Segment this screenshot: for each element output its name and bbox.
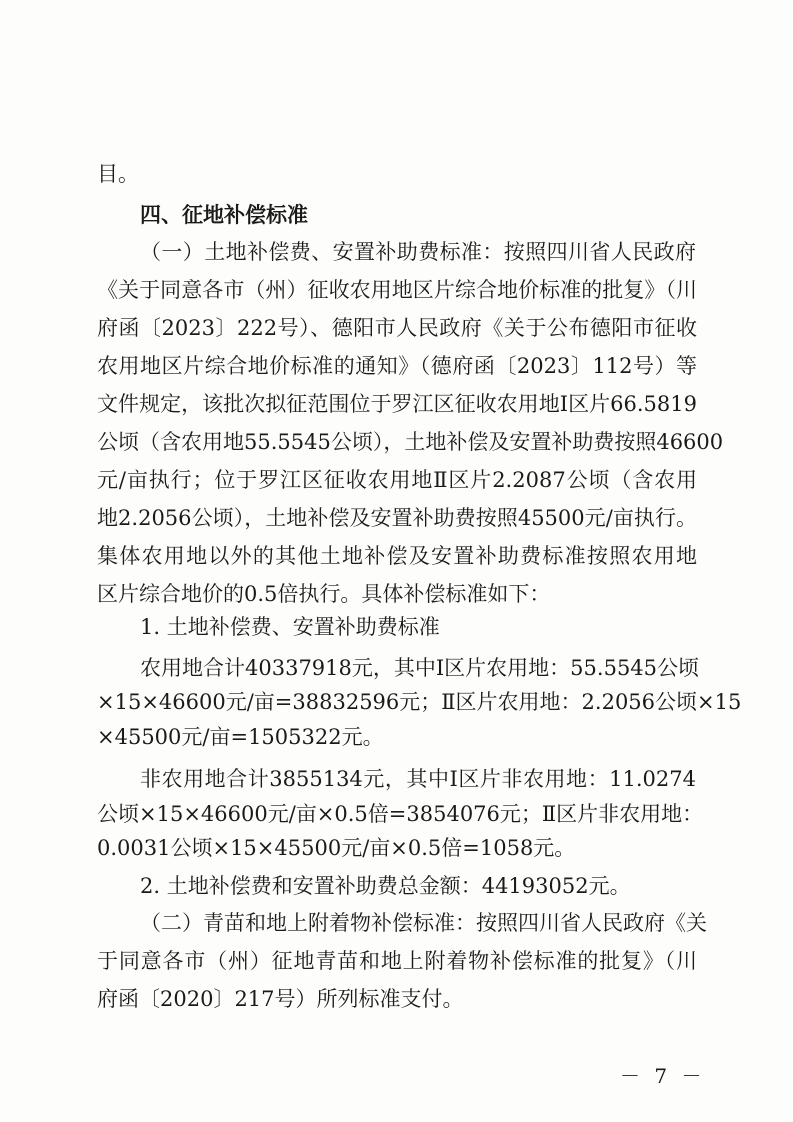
text-line: 区片综合地价的0.5倍执行。具体补偿标准如下： bbox=[97, 582, 551, 606]
subsection-heading: 1. 土地补偿费、安置补助费标准 bbox=[140, 615, 440, 639]
text-line: 府函〔2023〕222号）、德阳市人民政府《关于公布德阳市征收 bbox=[97, 316, 697, 340]
text-line: 0.0031公顷×15×45500元/亩×0.5倍=1058元。 bbox=[97, 836, 576, 860]
text-line: （一）土地补偿费、安置补助费标准：按照四川省人民政府 bbox=[140, 240, 696, 264]
text-line: 地2.2056公顷），土地补偿及安置补助费按照45500元/亩执行。 bbox=[97, 506, 697, 530]
text-line: 府函〔2020〕217号）所列标准支付。 bbox=[97, 987, 464, 1011]
text-line: ×45500元/亩=1505322元。 bbox=[97, 725, 384, 749]
text-line: 农用地区片综合地价标准的通知》（德府函〔2023〕112号）等 bbox=[97, 354, 697, 378]
text-line: ×15×46600元/亩=38832596元；Ⅱ区片农用地：2.2056公顷×15 bbox=[97, 690, 742, 714]
text-line: 公顷（含农用地55.5545公顷），土地补偿及安置补助费按照46600 bbox=[97, 430, 724, 454]
text-line: （二）青苗和地上附着物补偿标准：按照四川省人民政府《关 bbox=[140, 911, 707, 935]
text-line: 《关于同意各市（州）征收农用地区片综合地价标准的批复》（川 bbox=[97, 278, 697, 302]
subsection-heading: 2. 土地补偿费和安置补助费总金额：44193052元。 bbox=[140, 874, 631, 898]
text-line: 公顷×15×46600元/亩×0.5倍=3854076元；Ⅱ区片非农用地： bbox=[97, 802, 704, 826]
section-heading: 四、征地补偿标准 bbox=[140, 203, 308, 227]
page-number: － 7 － bbox=[620, 1064, 706, 1088]
text-line: 目。 bbox=[97, 162, 139, 186]
text-line: 元/亩执行；位于罗江区征收农用地Ⅱ区片2.2087公顷（含农用 bbox=[97, 468, 697, 492]
text-line: 非农用地合计3855134元，其中Ⅰ区片非农用地：11.0274 bbox=[140, 767, 696, 791]
text-line: 文件规定，该批次拟征范围位于罗江区征收农用地Ⅰ区片66.5819 bbox=[97, 392, 697, 416]
text-line: 农用地合计40337918元，其中Ⅰ区片农用地：55.5545公顷 bbox=[140, 656, 700, 680]
text-line: 集体农用地以外的其他土地补偿及安置补助费标准按照农用地 bbox=[97, 544, 697, 568]
text-line: 于同意各市（州）征地青苗和地上附着物补偿标准的批复》（川 bbox=[97, 949, 697, 973]
